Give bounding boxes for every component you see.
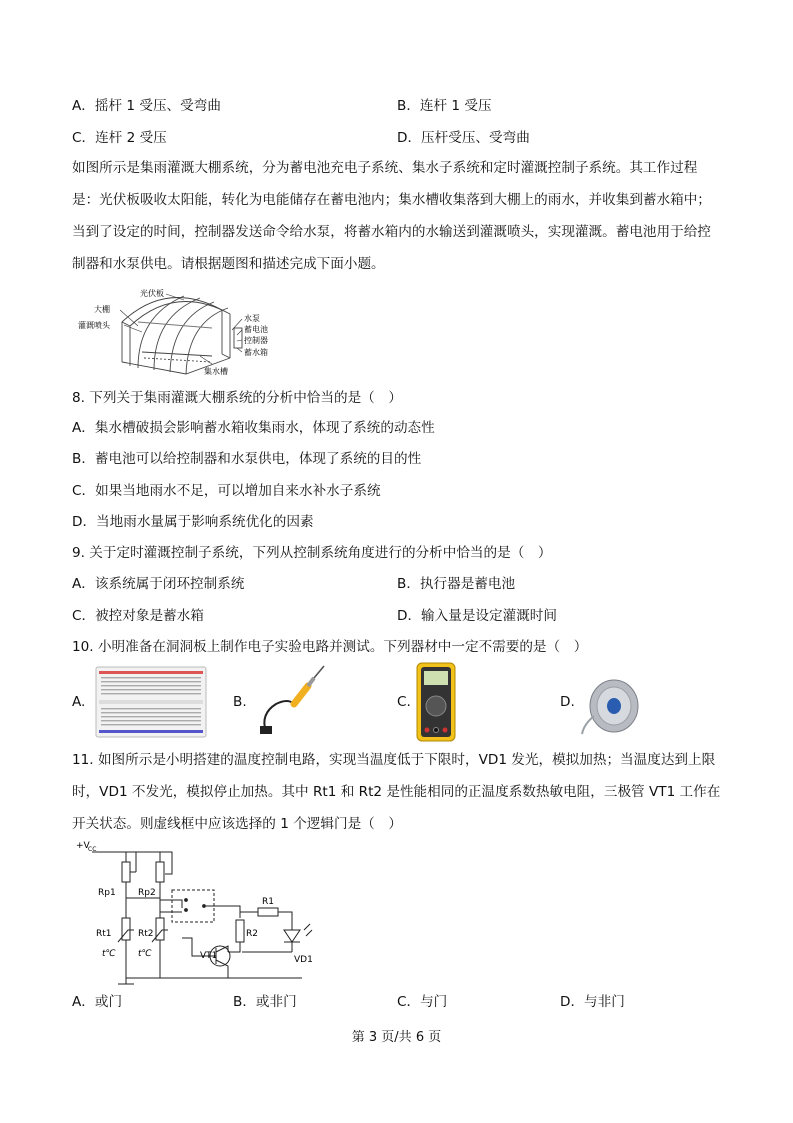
q8-option-d: D．当地雨水量属于影响系统优化的因素 bbox=[72, 514, 314, 530]
label-vt1: VT1 bbox=[200, 951, 218, 961]
label-pump: 水泵 bbox=[244, 314, 260, 323]
q9-option-d: D．输入量是设定灌溉时间 bbox=[397, 608, 557, 624]
label-rt1: Rt1 bbox=[96, 929, 112, 939]
circuit-diagram bbox=[72, 838, 332, 992]
label-pv: 光伏板 bbox=[140, 289, 164, 298]
soldering-iron-image bbox=[258, 664, 330, 744]
label-nozzle: 灌溉喷头 bbox=[78, 321, 110, 330]
q9-option-c: C．被控对象是蓄水箱 bbox=[72, 608, 204, 624]
label-controller: 控制器 bbox=[244, 336, 268, 345]
multimeter-image bbox=[416, 662, 456, 746]
q11-option-c: C．与门 bbox=[397, 994, 448, 1010]
breadboard-image bbox=[95, 666, 207, 742]
label-battery: 蓄电池 bbox=[244, 325, 268, 334]
q7-option-a: A．摇杆 1 受压、受弯曲 bbox=[72, 98, 221, 114]
label-r2: R2 bbox=[246, 929, 258, 939]
q9-stem: 9. 关于定时灌溉控制子系统，下列从控制系统角度进行的分析中恰当的是（ ） bbox=[72, 545, 552, 561]
page-footer: 第 3 页/共 6 页 bbox=[351, 1030, 442, 1045]
vcc-sub-label: CC bbox=[88, 846, 97, 853]
intro-paragraph: 如图所示是集雨灌溉大棚系统，分为蓄电池充电子系统、集水子系统和定时灌溉控制子系统。其工作过程是：光伏板吸收太阳能，转化为电能储存在蓄电池内；集水槽收集落到大棚上的雨水，并收集到蓄水箱中；当到了设定的时间，控制器发送命令给水泵，将蓄水箱内的水输送到灌溉喷头，实现灌溉。蓄电池用于给控制器和水泵供电。请根据题图和描述完成下面小题。 bbox=[72, 160, 711, 272]
q11-option-b: B．或非门 bbox=[233, 994, 297, 1010]
q10-option-d: D. bbox=[560, 694, 575, 710]
q8-option-b: B．蓄电池可以给控制器和水泵供电，体现了系统的目的性 bbox=[72, 451, 422, 467]
q9-option-a: A．该系统属于闭环控制系统 bbox=[72, 576, 245, 592]
q10-option-a: A. bbox=[72, 694, 86, 710]
q11-option-a: A．或门 bbox=[72, 994, 123, 1010]
vcc-label: +V bbox=[76, 841, 90, 851]
label-rt2: Rt2 bbox=[138, 929, 154, 939]
q8-stem: 8. 下列关于集雨灌溉大棚系统的分析中恰当的是（ ） bbox=[72, 390, 402, 406]
label-trough: 集水槽 bbox=[204, 367, 228, 376]
q7-option-d: D．压杆受压、受弯曲 bbox=[397, 130, 530, 146]
q10-stem: 10. 小明准备在洞洞板上制作电子实验电路并测试。下列器材中一定不需要的是（ ） bbox=[72, 639, 588, 655]
q7-option-b: B．连杆 1 受压 bbox=[397, 98, 492, 114]
q9-option-b: B．执行器是蓄电池 bbox=[397, 576, 516, 592]
q10-option-c: C. bbox=[397, 694, 411, 710]
label-t1: t℃ bbox=[102, 949, 116, 959]
label-rp2: Rp2 bbox=[138, 888, 156, 898]
label-r1: R1 bbox=[262, 897, 274, 907]
label-shed: 大棚 bbox=[94, 305, 110, 314]
label-vd1: VD1 bbox=[294, 955, 313, 965]
q11-option-d: D．与非门 bbox=[560, 994, 625, 1010]
q7-option-c: C．连杆 2 受压 bbox=[72, 130, 167, 146]
label-rp1: Rp1 bbox=[98, 888, 116, 898]
label-t2: t℃ bbox=[138, 949, 152, 959]
q11-stem: 11. 如图所示是小明搭建的温度控制电路，实现当温度低于下限时，VD1 发光，模拟加热；当温度达到上限时，VD1 不发光，模拟停止加热。其中 Rt1 和 Rt2 是性能相同的正温度系数热敏电阻，三极管 VT1 工作在开关状态。则虚线框中应该选择的 1 个逻辑门是（ ） bbox=[72, 752, 721, 832]
label-tank: 蓄水箱 bbox=[244, 348, 268, 357]
solder-wire-image bbox=[580, 668, 644, 742]
greenhouse-figure bbox=[72, 282, 282, 378]
q8-option-a: A．集水槽破损会影响蓄水箱收集雨水，体现了系统的动态性 bbox=[72, 420, 435, 436]
q8-option-c: C．如果当地雨水不足，可以增加自来水补水子系统 bbox=[72, 483, 381, 499]
q10-option-b: B. bbox=[233, 694, 247, 710]
